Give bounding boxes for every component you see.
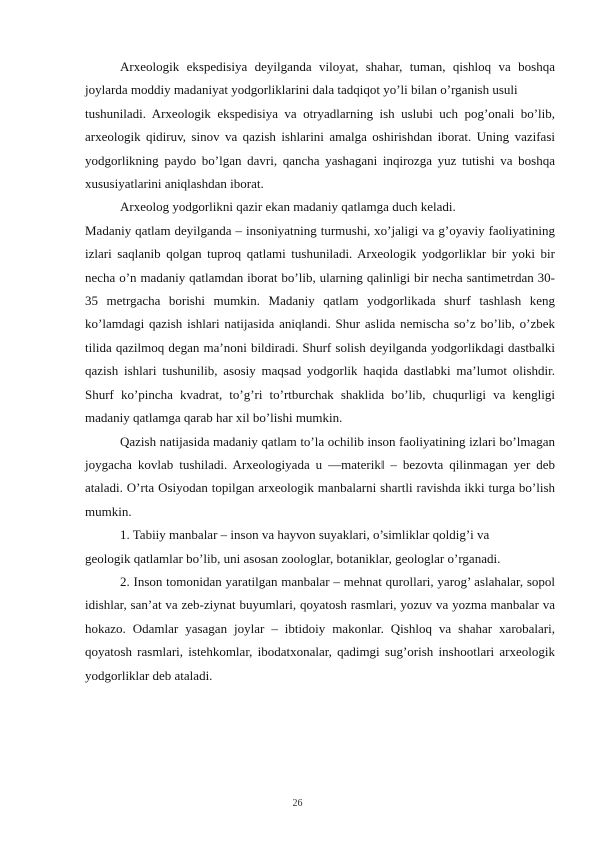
paragraph-natural-sources-end: geologik qatlamlar bo’lib, uni asosan zoologlar, botaniklar, geologlar o’rganadi. [85,550,501,566]
paragraph-human-made-sources: 2. Inson tomonidan yaratilgan manbalar – mehnat qurollari, yarog’ aslahalar, sopol idishlar, san’at va zeb-ziynat buyumlari, qoyatosh rasmlari, yozuv va yozma manbalar va hokazo. Odamlar yasagan joylar – ibtidoiy makonlar. Qishloq va shahar xarobalari, qoyatosh rasmlari, istehkomlar, ibodatxonalar, qadimgi sug’orish inshootlari arxeologik yodgorliklar deb ataladi. [85,573,555,683]
paragraph-excavation-materik: Qazish natijasida madaniy qatlam to’la ochilib inson faoliyatining izlari bo’lmagan joygacha kovlab tushiladi. Arxeologiyada u ―materik‖ – bezovta qilinmagan yer deb ataladi. O’rta Osiyodan topilgan arxeologik manbalarni shartli ravishda ikki turga bo’lish mumkin. [85,433,555,519]
paragraph-cultural-layer-definition: Madaniy qatlam deyilganda – insoniyatning turmushi, xo’jaligi va g’oyaviy faoliyatining izlari saqlanib qolgan tuproq qatlami tushuniladi. Arxeologik yodgorliklar bir yoki bir necha o’n madaniy qatlamdan iborat bo’lib, ularning qalinligi bir necha santimetrdan 30-35 metrgacha borishi mumkin. Madaniy qatlam yodgorlikada shurf tashlash keng ko’lamdagi qazish ishlari natijasida aniqlandi. Shur aslida nemischa so’z bo’lib, o’zbek tilida qazilmoq degan ma’noni bildiradi. Shurf solish deyilganda yodgorlikdagi dastbalki qazish ishlari tushunilib, asosiy maqsad yodgorlik haqida dastlabki ma’lumot olishdir. Shurf ko’pincha kvadrat, to’g’ri to’rtburchak shaklida bo’lib, chuqurligi va kengligi madaniy qatlamga qarab har xil bo’lishi mumkin. [85,222,555,426]
paragraph-natural-sources-start: 1. Tabiiy manbalar – inson va hayvon suyaklari, o’simliklar qoldig’i va [120,527,490,543]
document-body [85,55,555,687]
page-number: 26 [292,798,303,809]
paragraph-expedition-definition: Arxeologik ekspedisiya deyilganda viloyat, shahar, tuman, qishloq va boshqa joylarda moddiy madaniyat yodgorliklarini dala tadqiqot yo’li bilan o’rganish usuli [85,59,555,98]
paragraph-expedition-method: tushuniladi. Arxeologik ekspedisiya va otryadlarning ish uslubi uch pog’onali bo’lib, arxeologik qidiruv, sinov va qazish ishlarini amalga oshirishdan iborat. Uning vazifasi yodgorlikning paydo bo’lgan davri, qancha yashagani inqirozga yuz tutishi va boshqa xususiyatlarini aniqlashdan iborat. [85,105,555,192]
paragraph-cultural-layer-intro: Arxeolog yodgorlikni qazir ekan madaniy qatlamga duch keladi. [120,199,456,215]
